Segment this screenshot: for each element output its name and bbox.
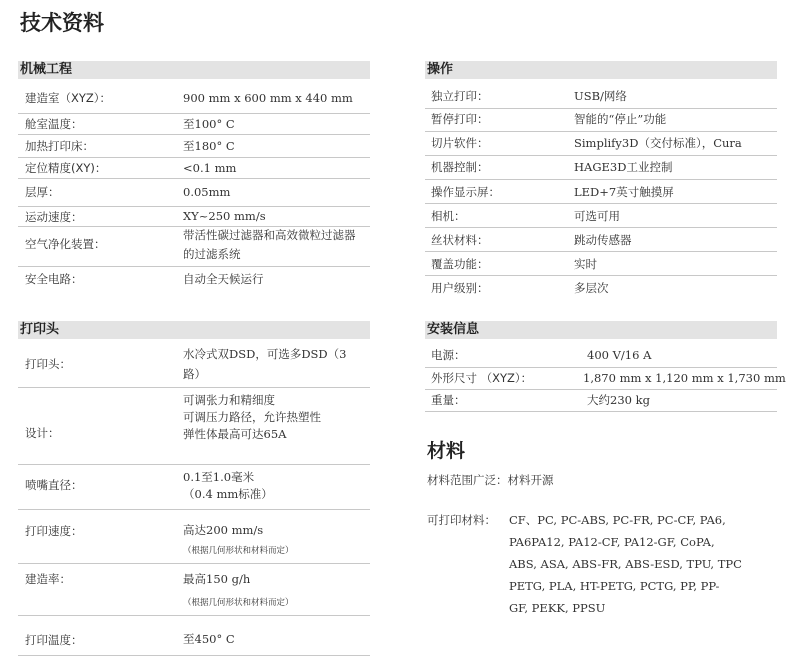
spec-label: 设计： bbox=[25, 426, 60, 440]
spec-label: 暂停打印： bbox=[431, 112, 489, 126]
page-title: 技术资料 bbox=[20, 11, 104, 35]
spec-value: （0.4 mm标准） bbox=[183, 487, 273, 501]
spec-value: 弹性体最高可达65A bbox=[183, 427, 287, 441]
spec-value: 0.1至1.0毫米 bbox=[183, 470, 255, 484]
spec-row bbox=[425, 276, 777, 300]
section-header-installation: 安装信息 bbox=[425, 321, 777, 339]
spec-row bbox=[18, 79, 370, 114]
spec-label: 覆盖功能： bbox=[431, 257, 489, 271]
spec-row bbox=[18, 179, 370, 207]
spec-value: 最高150 g/h bbox=[183, 572, 251, 586]
spec-value: 可调张力和精细度 bbox=[183, 393, 275, 407]
materials-line: GF, PEKK, PPSU bbox=[509, 601, 606, 615]
section-header-printhead: 打印头 bbox=[18, 321, 370, 339]
spec-value: <0.1 mm bbox=[183, 161, 237, 175]
spec-row bbox=[425, 339, 777, 368]
spec-value: 400 V/16 A bbox=[587, 348, 652, 362]
materials-line: CF、PC, PC-ABS, PC-FR, PC-CF, PA6, bbox=[509, 513, 726, 527]
spec-value: 大约230 kg bbox=[587, 393, 650, 407]
spec-value: 带活性碳过滤器和高效微粒过滤器 bbox=[183, 228, 356, 242]
spec-row bbox=[425, 109, 777, 132]
spec-row bbox=[18, 158, 370, 179]
spec-label: 独立打印： bbox=[431, 89, 489, 103]
spec-value: 实时 bbox=[574, 257, 597, 271]
spec-value: LED+7英寸触摸屏 bbox=[574, 185, 674, 199]
spec-value: HAGE3D工业控制 bbox=[574, 160, 673, 174]
spec-value: 路） bbox=[183, 367, 206, 381]
spec-row bbox=[425, 132, 777, 156]
spec-row bbox=[18, 227, 370, 267]
spec-value: 至100° C bbox=[183, 117, 235, 131]
spec-label: 用户级别： bbox=[431, 281, 489, 295]
spec-row bbox=[18, 564, 370, 616]
spec-label: 层厚： bbox=[25, 185, 60, 199]
spec-row bbox=[18, 616, 370, 656]
spec-value: USB/网络 bbox=[574, 89, 627, 103]
spec-row bbox=[18, 388, 370, 465]
spec-row bbox=[425, 79, 777, 109]
spec-value: 自动全天候运行 bbox=[183, 272, 264, 286]
spec-value: 多层次 bbox=[574, 281, 609, 295]
materials-line: ABS, ASA, ABS-FR, ABS-ESD, TPU, TPC bbox=[509, 557, 742, 571]
spec-label: 空气净化装置： bbox=[25, 237, 106, 251]
spec-value: 的过滤系统 bbox=[183, 247, 241, 261]
materials-range: 材料范围广泛：材料开源 bbox=[427, 473, 554, 487]
spec-label: 运动速度： bbox=[25, 210, 83, 224]
spec-value: 900 mm x 600 mm x 440 mm bbox=[183, 91, 353, 105]
printable-materials-list bbox=[509, 509, 779, 619]
spec-row bbox=[425, 252, 777, 276]
spec-label: 打印温度： bbox=[25, 633, 83, 647]
spec-value: 水冷式双DSD，可选多DSD（3 bbox=[183, 347, 347, 361]
spec-label: 相机： bbox=[431, 209, 466, 223]
materials-line: PA6PA12, PA12-CF, PA12-GF, CoPA, bbox=[509, 535, 715, 549]
spec-row bbox=[18, 510, 370, 564]
spec-row bbox=[18, 339, 370, 388]
spec-value: 至180° C bbox=[183, 139, 235, 153]
spec-value: 智能的“停止”功能 bbox=[574, 112, 667, 126]
spec-label: 建造室（XYZ）： bbox=[25, 91, 112, 105]
spec-label: 安全电路： bbox=[25, 272, 83, 286]
spec-label: 建造率： bbox=[25, 572, 71, 586]
spec-label: 重量： bbox=[431, 393, 466, 407]
spec-value: Simplify3D（交付标准），Cura bbox=[574, 136, 742, 150]
materials-line: PETG, PLA, HT-PETG, PCTG, PP, PP- bbox=[509, 579, 720, 593]
spec-value: XY~250 mm/s bbox=[183, 209, 266, 223]
spec-label: 打印速度： bbox=[25, 524, 83, 538]
spec-value: 至450° C bbox=[183, 632, 235, 646]
spec-label: 打印头： bbox=[25, 357, 71, 371]
spec-value: 1,870 mm x 1,120 mm x 1,730 mm bbox=[583, 371, 786, 385]
spec-row bbox=[18, 114, 370, 135]
spec-label: 加热打印床： bbox=[25, 139, 94, 153]
spec-row bbox=[425, 368, 786, 390]
spec-label: 定位精度(XY)： bbox=[25, 161, 107, 175]
spec-label: 喷嘴直径： bbox=[25, 478, 83, 492]
spec-label: 丝状材料： bbox=[431, 233, 489, 247]
spec-value: 可选可用 bbox=[574, 209, 620, 223]
spec-value: 0.05mm bbox=[183, 185, 231, 199]
section-header-operation: 操作 bbox=[425, 61, 777, 79]
spec-label: 电源： bbox=[431, 348, 466, 362]
spec-value: 跳动传感器 bbox=[574, 233, 632, 247]
section-header-mechanical: 机械工程 bbox=[18, 61, 370, 79]
spec-label: 切片软件： bbox=[431, 136, 489, 150]
spec-note: （根据几何形状和材料而定） bbox=[183, 598, 294, 608]
spec-row bbox=[425, 228, 777, 252]
materials-heading: 材料 bbox=[427, 440, 466, 462]
spec-row bbox=[425, 204, 777, 228]
spec-row bbox=[18, 465, 370, 510]
spec-label: 舱室温度： bbox=[25, 117, 83, 131]
spec-value: 可调压力路径，允许热塑性 bbox=[183, 410, 321, 424]
spec-row bbox=[18, 267, 370, 297]
spec-row bbox=[425, 390, 777, 412]
spec-value: 高达200 mm/s bbox=[183, 523, 264, 537]
printable-materials-label: 可打印材料： bbox=[427, 513, 496, 527]
spec-row bbox=[18, 135, 370, 158]
spec-label: 机器控制： bbox=[431, 160, 489, 174]
spec-label: 操作显示屏： bbox=[431, 185, 500, 199]
spec-row bbox=[18, 207, 370, 227]
spec-note: （根据几何形状和材料而定） bbox=[183, 546, 294, 556]
spec-row bbox=[425, 156, 777, 180]
spec-row bbox=[425, 180, 777, 204]
spec-label: 外形尺寸 （XYZ）： bbox=[431, 371, 533, 385]
